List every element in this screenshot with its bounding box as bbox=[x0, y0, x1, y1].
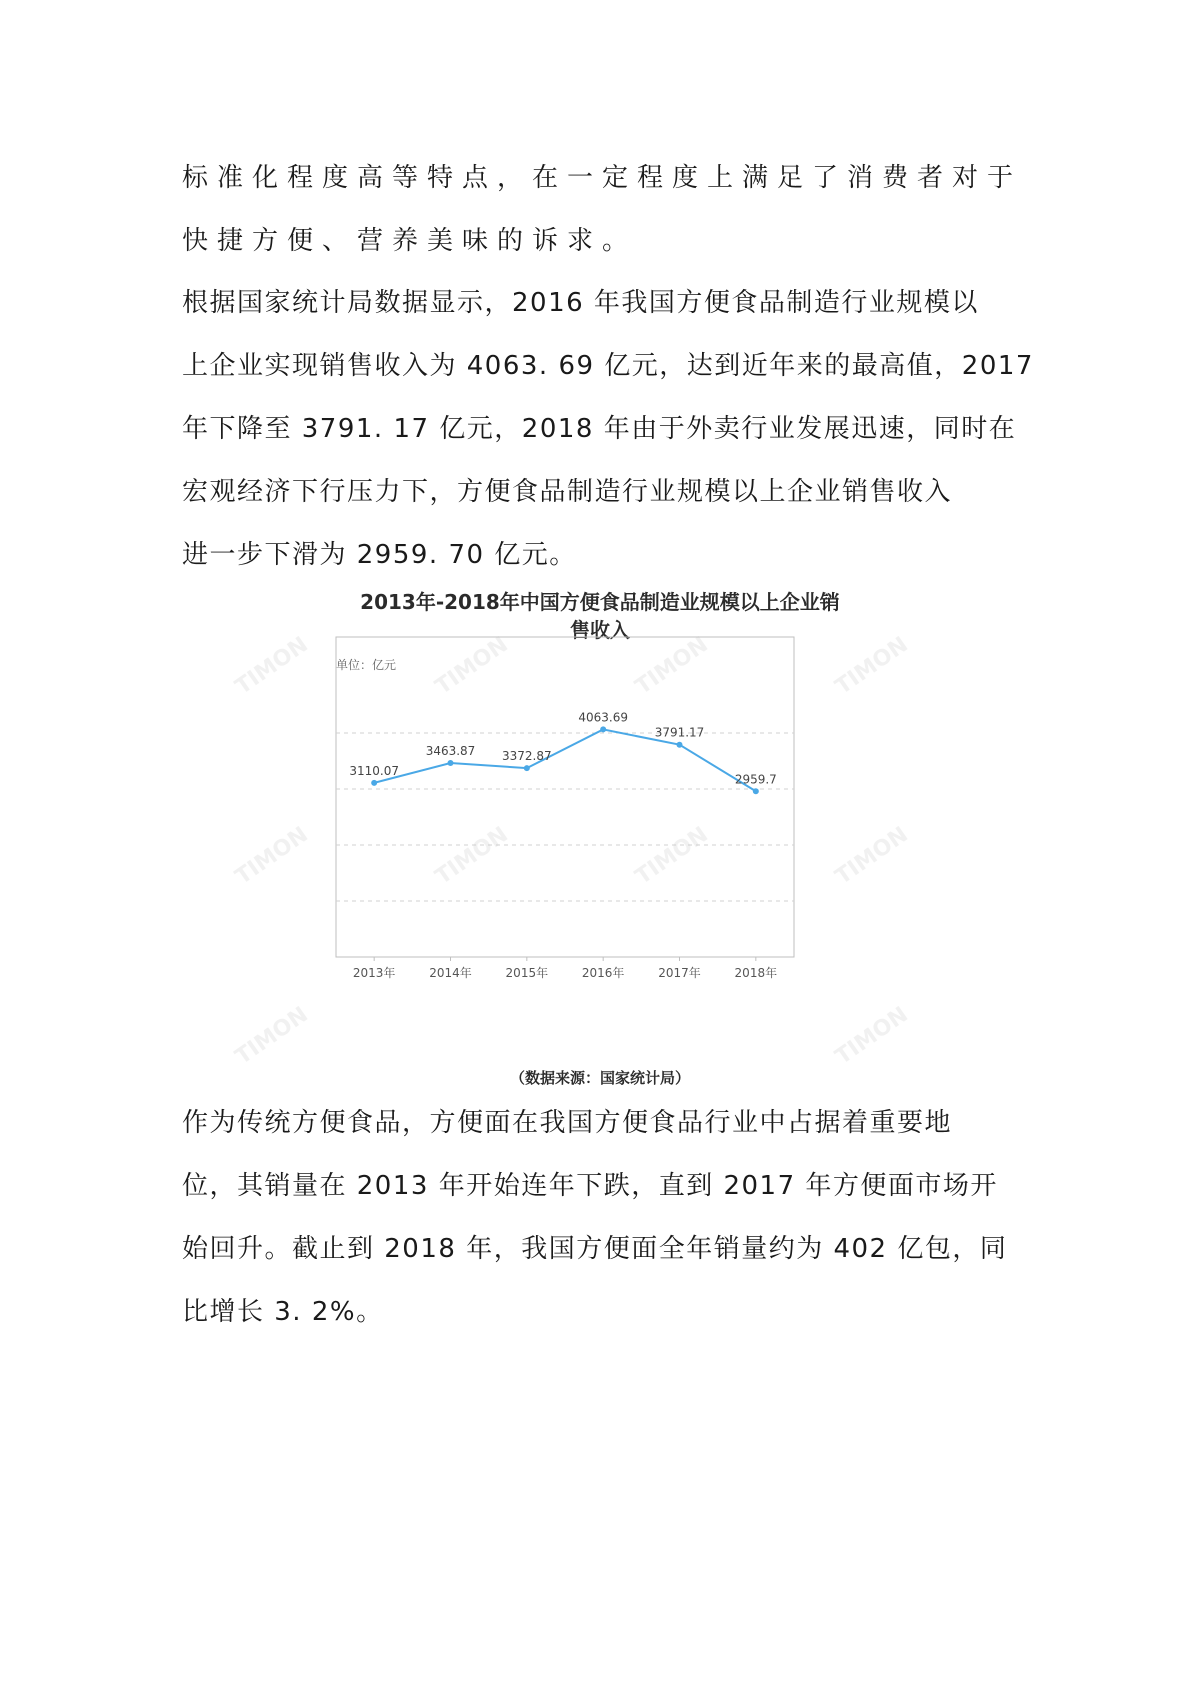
data-point bbox=[448, 760, 454, 766]
x-tick-label: 2013年 bbox=[352, 966, 396, 980]
x-tick-label: 2017年 bbox=[658, 966, 701, 980]
watermark-layer bbox=[231, 632, 913, 1070]
text-line: 位，其销量在 2013 年开始连年下跌，直到 2017 年方便面市场开 bbox=[182, 1171, 998, 1201]
watermark: TIMON bbox=[831, 1002, 913, 1070]
data-label: 3791.17 bbox=[654, 725, 705, 740]
data-point bbox=[371, 780, 377, 786]
chart-source: （数据来源：国家统计局） bbox=[509, 1069, 691, 1087]
data-label: 3110.07 bbox=[349, 763, 399, 778]
data-point bbox=[677, 742, 683, 748]
unit-label: 单位：亿元 bbox=[336, 658, 397, 672]
text-line: 年下降至 3791. 17 亿元，2018 年由于外卖行业发展迅速，同时在 bbox=[182, 414, 1017, 444]
chart-title-line-1: 2013年-2018年中国方便食品制造业规模以上企业销 bbox=[360, 590, 840, 614]
revenue-line-chart bbox=[182, 585, 1018, 1095]
data-point bbox=[600, 726, 606, 732]
text-line: 始回升。截止到 2018 年，我国方便面全年销量约为 402 亿包，同 bbox=[182, 1234, 1008, 1264]
text-line: 标准化程度高等特点，在一定程度上满足了消费者对于 bbox=[182, 163, 1023, 193]
text-line: 根据国家统计局数据显示，2016 年我国方便食品制造行业规模以 bbox=[182, 288, 979, 318]
data-label: 3372.87 bbox=[502, 749, 552, 764]
paragraph-sales-revenue bbox=[182, 272, 1034, 587]
paragraph-intro-continued bbox=[182, 147, 1022, 273]
text-line: 比增长 3. 2%。 bbox=[182, 1297, 384, 1327]
text-line: 作为传统方便食品，方便面在我国方便食品行业中占据着重要地 bbox=[182, 1108, 953, 1138]
watermark: TIMON bbox=[431, 822, 513, 890]
watermark: TIMON bbox=[431, 632, 513, 700]
x-tick-label: 2014年 bbox=[429, 966, 472, 980]
chart-canvas bbox=[182, 585, 1018, 1095]
plot-area bbox=[336, 637, 794, 980]
text-line: 宏观经济下行压力下，方便食品制造行业规模以上企业销售收入 bbox=[182, 477, 953, 507]
watermark: TIMON bbox=[831, 822, 913, 890]
watermark: TIMON bbox=[631, 632, 713, 700]
text-line: 进一步下滑为 2959. 70 亿元。 bbox=[182, 540, 577, 570]
watermark: TIMON bbox=[231, 822, 313, 890]
data-point bbox=[524, 765, 530, 771]
paragraph-instant-noodles bbox=[182, 1092, 1022, 1344]
x-tick-label: 2015年 bbox=[505, 966, 549, 980]
x-tick-label: 2018年 bbox=[734, 966, 778, 980]
watermark: TIMON bbox=[231, 632, 313, 700]
watermark: TIMON bbox=[231, 1002, 313, 1070]
data-label: 3463.87 bbox=[425, 744, 476, 759]
text-line: 上企业实现销售收入为 4063. 69 亿元，达到近年来的最高值，2017 bbox=[182, 351, 1034, 381]
data-label: 4063.69 bbox=[578, 710, 628, 725]
text-line: 快捷方便、营养美味的诉求。 bbox=[182, 226, 638, 256]
data-label: 2959.7 bbox=[734, 772, 777, 787]
x-tick-label: 2016年 bbox=[581, 966, 625, 980]
chart-title-line-2: 售收入 bbox=[570, 618, 630, 642]
data-point bbox=[753, 788, 759, 794]
watermark: TIMON bbox=[631, 822, 713, 890]
plot-frame bbox=[336, 637, 794, 957]
watermark: TIMON bbox=[831, 632, 913, 700]
